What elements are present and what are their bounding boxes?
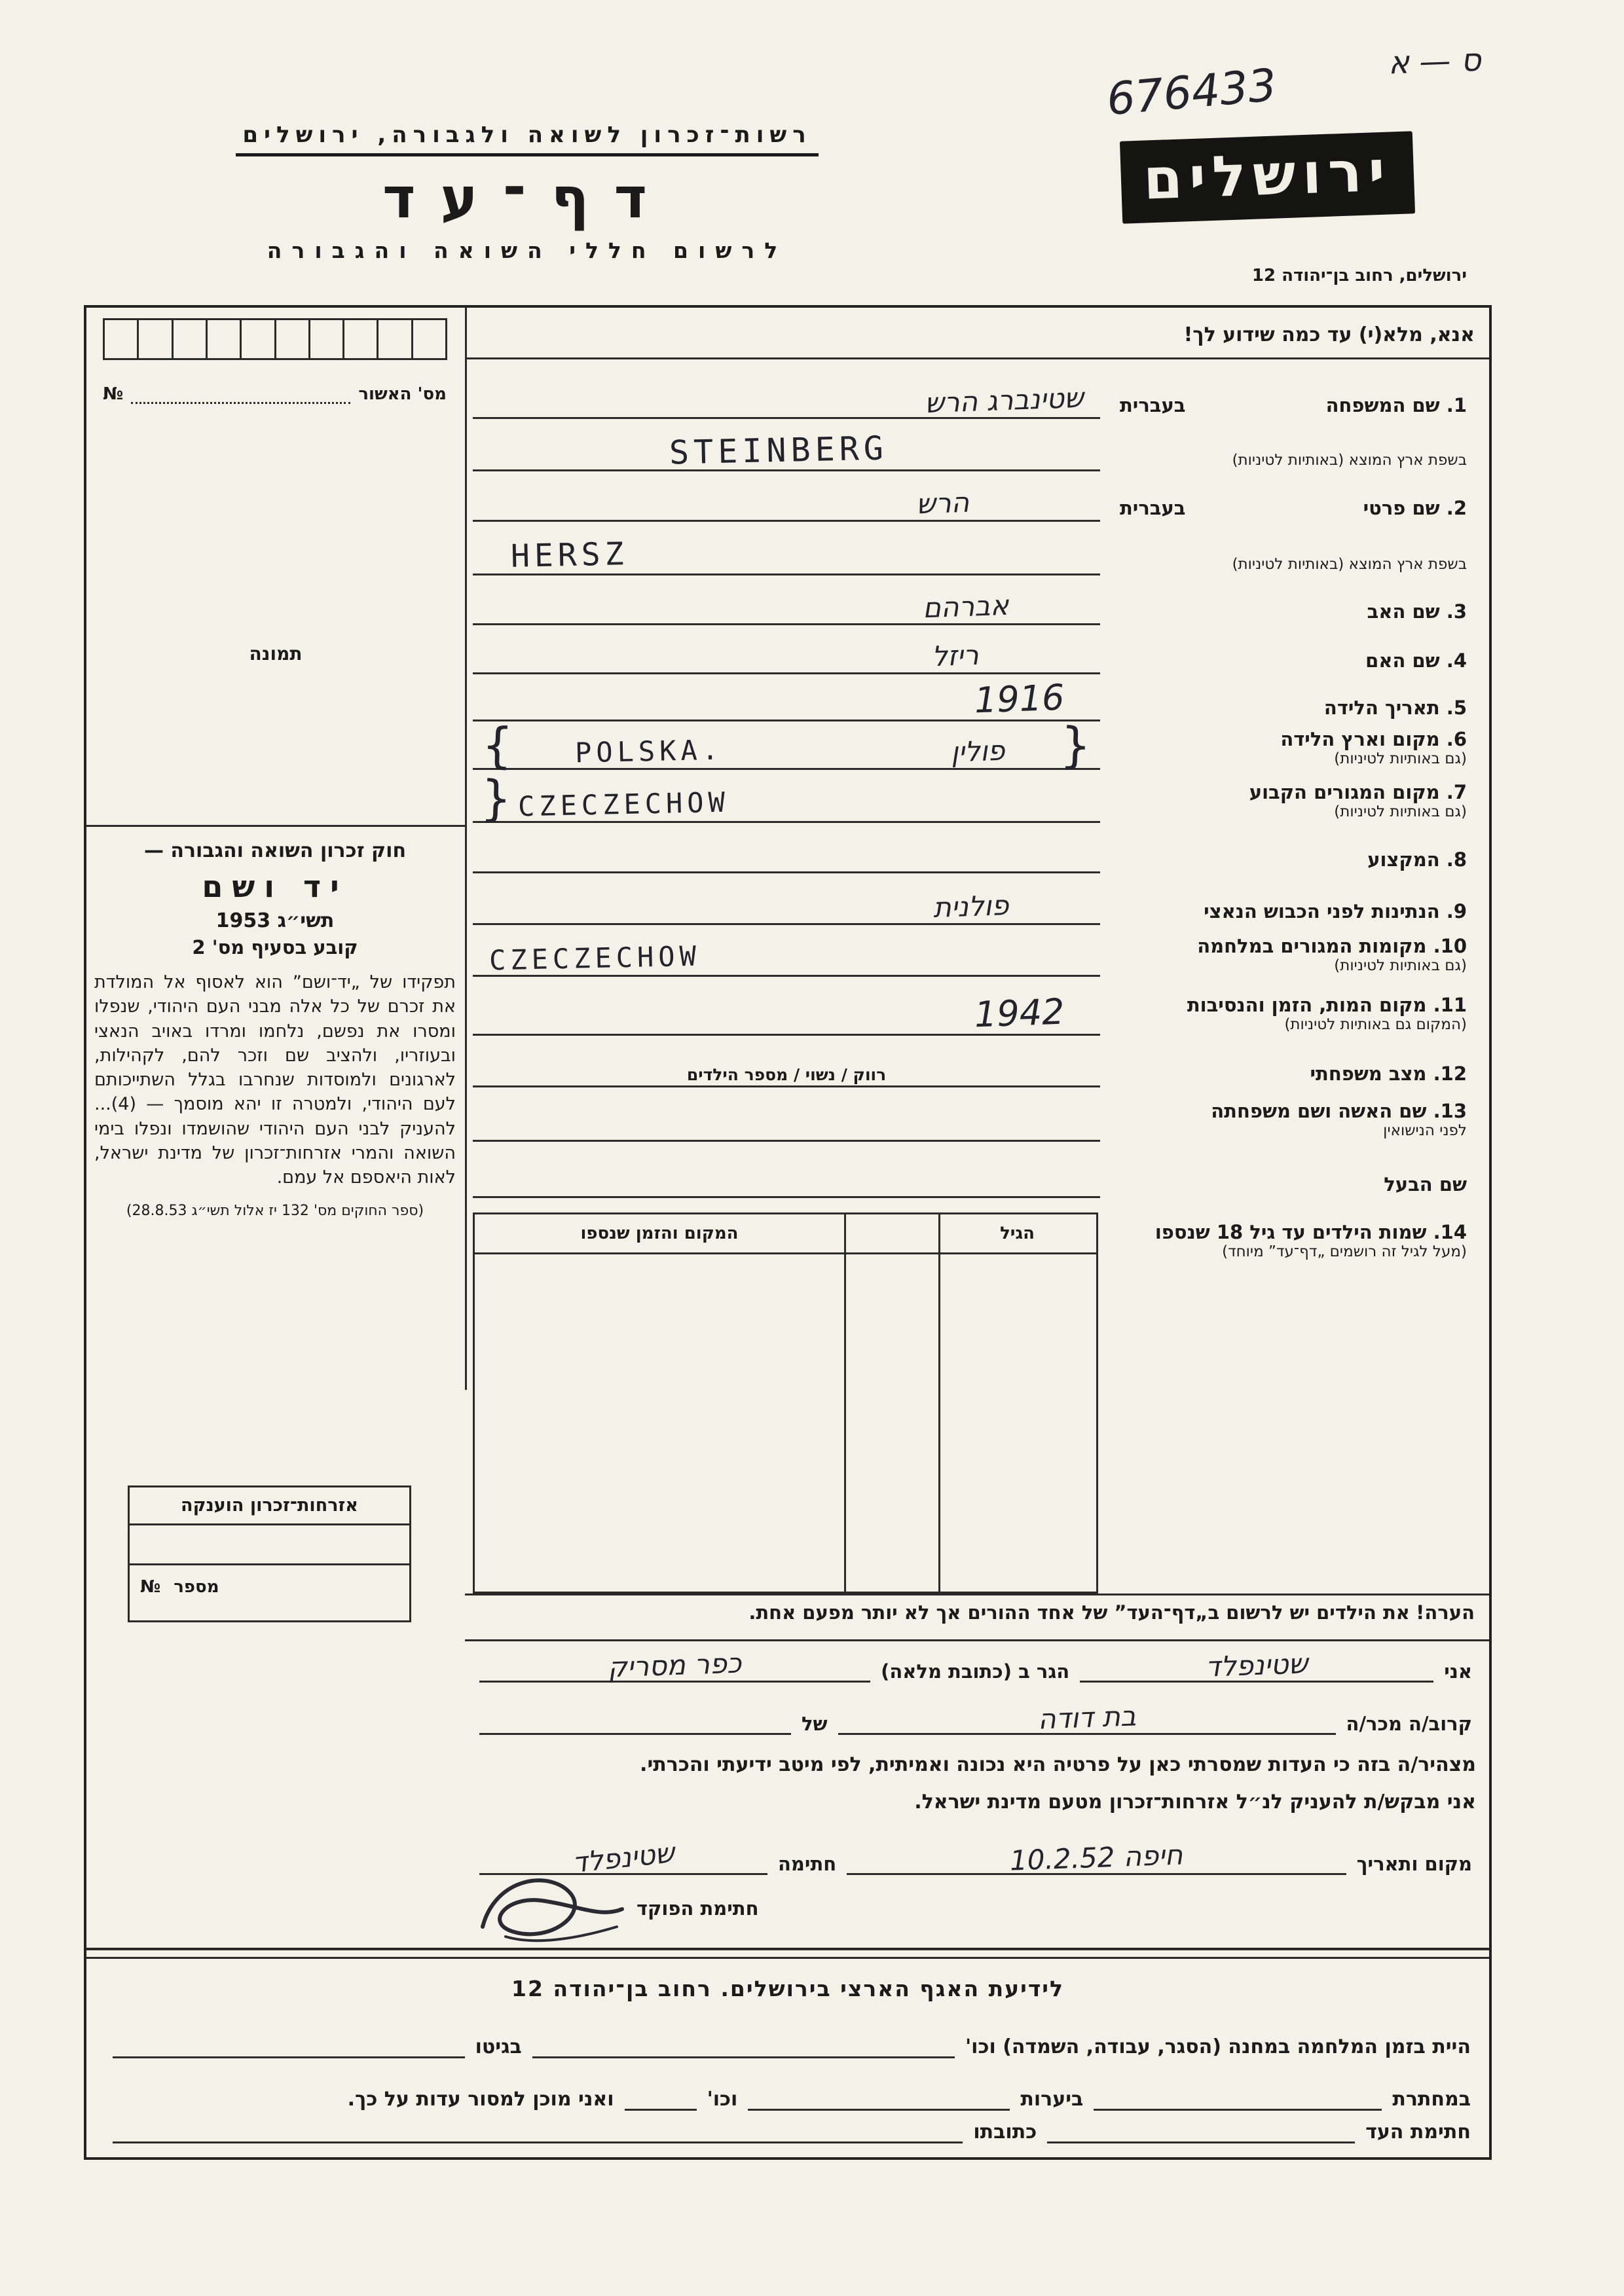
handwritten-first-name-hebrew: הרש <box>915 486 970 520</box>
field-lang-label: בעברית <box>1120 394 1186 416</box>
field-label: 11. מקום המות, הזמן והנסיבות <box>1187 994 1467 1016</box>
field-label-children <box>1100 1221 1476 1260</box>
first-name-hebrew-line <box>473 475 1100 522</box>
law-name: יד ושם <box>202 869 348 904</box>
wife-name-line <box>473 1079 1100 1142</box>
husband-name-line <box>473 1151 1100 1198</box>
declaration-row-identity <box>473 1645 1476 1683</box>
witness-signature-label: חתימת העד <box>1365 2121 1471 2143</box>
field-label: 6. מקום וארץ הלידה <box>1280 728 1467 750</box>
law-clause: קובע בסעיף מס' 2 <box>192 936 358 958</box>
handwritten-first-name-latin: HERSZ <box>510 536 629 575</box>
field-row-permanent-residence <box>473 760 1476 828</box>
serial-comb-cells <box>103 318 447 360</box>
handwritten-citizenship: פולנית <box>932 889 1009 924</box>
divider <box>465 1594 1489 1595</box>
father-name-line <box>473 578 1100 625</box>
jerusalem-ink-stamp: ירושלים <box>1120 131 1415 224</box>
declaration-row-relation <box>473 1697 1476 1735</box>
approval-number-row <box>103 381 447 404</box>
field-row-death-place <box>473 973 1476 1036</box>
label-of: של <box>802 1713 828 1735</box>
note-text: את הילדים יש לרשום ב„דף־העד” של אחד ההורים אך לא יותר מפעם אחת. <box>748 1601 1410 1624</box>
field-sublabel: (גם באותיות לטיניות) <box>1334 957 1467 974</box>
field-label: 9. הנתינות לפני הכבוש הנאצי <box>1204 900 1467 922</box>
handwritten-father-name: אברהם <box>921 589 1009 625</box>
family-name-hebrew-line <box>473 372 1100 419</box>
law-intro: חוק זכרון השואה והגבורה — <box>143 839 407 862</box>
field-label: 10. מקומות המגורים במלחמה <box>1197 935 1467 957</box>
handwritten-relation: בת דודה <box>1037 1700 1137 1736</box>
field-row-family-name-latin <box>473 424 1476 471</box>
forests-label: ביערות <box>1020 2088 1084 2111</box>
handwritten-corner-mark: ס — א <box>1388 41 1482 82</box>
children-table-col-age: הגיל <box>1000 1224 1035 1243</box>
citizenship-request-statement: אני מבקש/ת להעניק לנ״ל אזרחות־זכרון מטעם מדינת ישראל. <box>914 1791 1476 1813</box>
approval-number-line <box>131 381 350 404</box>
witness-address-label: כתובתו <box>973 2121 1037 2143</box>
handwritten-birth-country-latin: POLSKA. <box>574 733 724 769</box>
field-sublabel: (גם באותיות לטיניות) <box>1334 803 1467 820</box>
field-row-first-name-latin <box>473 528 1476 575</box>
field-label: 12. מצב משפחתי <box>1310 1063 1467 1085</box>
place-date-line <box>847 1838 1346 1877</box>
children-table-divider <box>844 1214 846 1592</box>
field-label: 8. המקצוע <box>1367 848 1467 871</box>
note-label: הערה! <box>1416 1601 1475 1624</box>
field-sublabel: לפני הנישואין <box>1383 1122 1467 1139</box>
form-header <box>216 122 838 263</box>
victim-name-line <box>479 1733 791 1735</box>
handwritten-birth-year: 1916 <box>973 676 1065 721</box>
field-label: 3. שם האב <box>1367 600 1467 623</box>
field-label: 4. שם האם <box>1365 649 1467 672</box>
handwritten-wartime-residence: CZECZECHOW <box>489 939 701 977</box>
war-question-label: היית בזמן המלחמה במחנה (הסגר, עבודה, השמדה) וכו' <box>965 2035 1471 2058</box>
law-body-text: תפקידו של „יד־ושם” הוא לאסוף אל המולדת את זכרם של כל אלה מבני העם היהודי, שנפלו ומסרו את נפשם, נלחמו ומרדו באויב הנאצי ובעוזריו, ולהציב שם וזכר להם, לקהילות, לארגונים ולמוסדות שנחרבו בגלל השתייכותם לעם היהודי, ולמטרה זו יהא מוסמך — (4)... להעניק לבני העם היהודי שהושמדו ונפלו בימי השואה והמרי אזרחות־זכרון של מדינת ישראל, לאות היאספם אל עמם. <box>94 972 456 1188</box>
left-column-divider <box>465 308 467 1390</box>
citizenship-granted-box <box>128 1485 411 1622</box>
handwritten-signature: שטינפלד <box>570 1836 676 1880</box>
camp-answer-line <box>532 2056 955 2058</box>
fill-in-instruction: אנא, מלא(י) עד כמה שידוע לך! <box>1183 323 1475 346</box>
field-row-mother-name <box>473 627 1476 674</box>
bottom-section-title: לידיעת האגף הארצי בירושלים. רחוב בן־יהודה 12 <box>511 1976 1064 2001</box>
mother-name-line <box>473 627 1100 674</box>
field-sublabel: בשפת ארץ המוצא (באותיות לטיניות) <box>1232 556 1467 573</box>
main-form-box <box>84 305 1492 2160</box>
underground-label: במחתרת <box>1392 2088 1471 2111</box>
form-subtitle: לרשום חללי השואה והגבורה <box>267 238 788 263</box>
label-place-date: מקום ותאריך <box>1356 1853 1472 1875</box>
field-label: 7. מקום המגורים הקבוע <box>1249 781 1467 803</box>
bottom-row-camps <box>106 2020 1475 2058</box>
handwritten-serial-number: 676433 <box>1105 59 1279 126</box>
witness-address-line <box>479 1647 870 1684</box>
handwritten-place-date: חיפה 10.2.52 <box>1009 1838 1184 1877</box>
ghetto-answer-line <box>113 2056 465 2058</box>
field-label: שם הבעל <box>1384 1173 1467 1195</box>
field-label: 1. שם המשפחה <box>1325 394 1467 416</box>
section-separator <box>86 1948 1489 1950</box>
permanent-residence-line <box>473 760 1100 828</box>
field-row-first-name-hebrew <box>473 475 1476 522</box>
children-table <box>473 1212 1098 1594</box>
hand-brace-right: { <box>1059 717 1092 775</box>
clerk-signature-label: חתימת הפוקד <box>637 1897 759 1920</box>
hand-brace-left: } <box>481 717 514 775</box>
handwritten-witness-address: כפר מסריק <box>607 1647 743 1684</box>
citizenship-date-line <box>130 1525 409 1565</box>
hand-brace-left: { <box>479 770 513 828</box>
label-relation: קרוב/ה מכר/ה <box>1346 1713 1472 1735</box>
citizenship-box-title: אזרחות־זכרון הוענקה <box>130 1487 409 1525</box>
law-excerpt-block <box>94 839 456 1219</box>
relation-line <box>838 1700 1336 1736</box>
witness-address-line <box>113 2141 963 2143</box>
section-separator <box>86 1957 1489 1959</box>
children-table-divider <box>938 1214 940 1592</box>
field-sublabel: בשפת ארץ המוצא (באותיות לטיניות) <box>1232 452 1467 469</box>
office-address: ירושלים, רחוב בן־יהודה 12 <box>1251 266 1467 285</box>
children-field-sublabel: (מעל לגיל זה רושמים „דף־עד” מיוחד) <box>1222 1243 1467 1260</box>
marital-status-options: רווק / נשוי / מספר הילדים <box>686 1065 887 1084</box>
willing-statement: ואני מוכן למסור עדות על כך. <box>347 2088 614 2111</box>
children-note <box>473 1601 1475 1624</box>
field-row-husband-name <box>473 1151 1476 1198</box>
field-sublabel: (המקום גם באותיות לטיניות) <box>1284 1016 1467 1033</box>
field-label: 5. תאריך הלידה <box>1323 697 1467 719</box>
children-field-title: 14. שמות הילדים עד גיל 18 שנספו <box>1154 1221 1467 1243</box>
handwritten-permanent-residence: CZECZECHOW <box>517 786 730 823</box>
field-row-profession <box>473 826 1476 873</box>
handwritten-family-name-hebrew: שטינברג הרש <box>924 381 1084 420</box>
label-i: אני <box>1444 1660 1472 1683</box>
form-title: דף־עד <box>382 166 673 231</box>
field-row-father-name <box>473 578 1476 625</box>
authority-name: רשות־זכרון לשואה ולגבורה, ירושלים <box>236 122 818 156</box>
first-name-latin-line <box>473 528 1100 575</box>
citizenship-number-row <box>130 1565 409 1609</box>
death-place-line <box>473 973 1100 1036</box>
handwritten-birth-country-hebrew: פולין <box>950 734 1005 769</box>
ghetto-label: בגיטו <box>475 2035 522 2058</box>
divider <box>465 1639 1489 1641</box>
divider <box>465 357 1489 359</box>
children-table-header-rule <box>475 1252 1096 1254</box>
handwritten-mother-name: ריזל <box>931 638 980 673</box>
profession-line <box>473 826 1100 873</box>
etc-label: וכו' <box>707 2088 738 2111</box>
children-table-col-place: המקום והזמן שנספו <box>580 1224 739 1243</box>
field-sublabel: (גם באותיות לטיניות) <box>1334 750 1467 767</box>
numero-sign: № <box>140 1577 161 1597</box>
approval-number-label: מס' האשור <box>358 384 447 404</box>
law-reference: (ספר החוקים מס' 132 יז אלול תשי״ג 28.8.53) <box>126 1203 424 1220</box>
label-signature: חתימה <box>778 1853 837 1875</box>
bottom-row-witness-signature <box>106 2107 1475 2143</box>
clerk-signature-scribble <box>466 1865 630 1950</box>
photo-placeholder-label: תמונה <box>249 643 303 665</box>
field-label: 2. שם פרטי <box>1363 497 1467 519</box>
field-label: 13. שם האשה ושם משפחתה <box>1211 1100 1467 1122</box>
field-row-wife-name <box>473 1079 1476 1142</box>
handwritten-family-name-latin: STEINBERG <box>669 429 889 472</box>
label-resides: הגר ב (כתובת מלאה) <box>881 1660 1070 1683</box>
law-year: תשי״ג 1953 <box>215 909 335 932</box>
field-row-wartime-residence <box>473 914 1476 977</box>
handwritten-witness-name: שטינפלד <box>1205 1647 1309 1683</box>
declaration-statement: מצהיר/ה בזה כי העדות שמסרתי כאן על פרטיה היא נכונה ואמיתית, לפי מיטב ידיעתי והכרתי. <box>640 1753 1476 1776</box>
field-lang-label: בעברית <box>1120 497 1186 519</box>
bottom-row-underground <box>106 2073 1475 2111</box>
family-name-latin-line <box>473 424 1100 471</box>
handwritten-death-year: 1942 <box>973 991 1065 1036</box>
wartime-residence-line <box>473 914 1100 977</box>
numero-sign: № <box>103 384 124 404</box>
citizenship-number-label: מספר <box>174 1577 219 1597</box>
witness-signature-line <box>1047 2141 1355 2143</box>
divider <box>86 825 465 827</box>
witness-name-line <box>1080 1647 1433 1683</box>
field-row-family-name-hebrew <box>473 372 1476 419</box>
